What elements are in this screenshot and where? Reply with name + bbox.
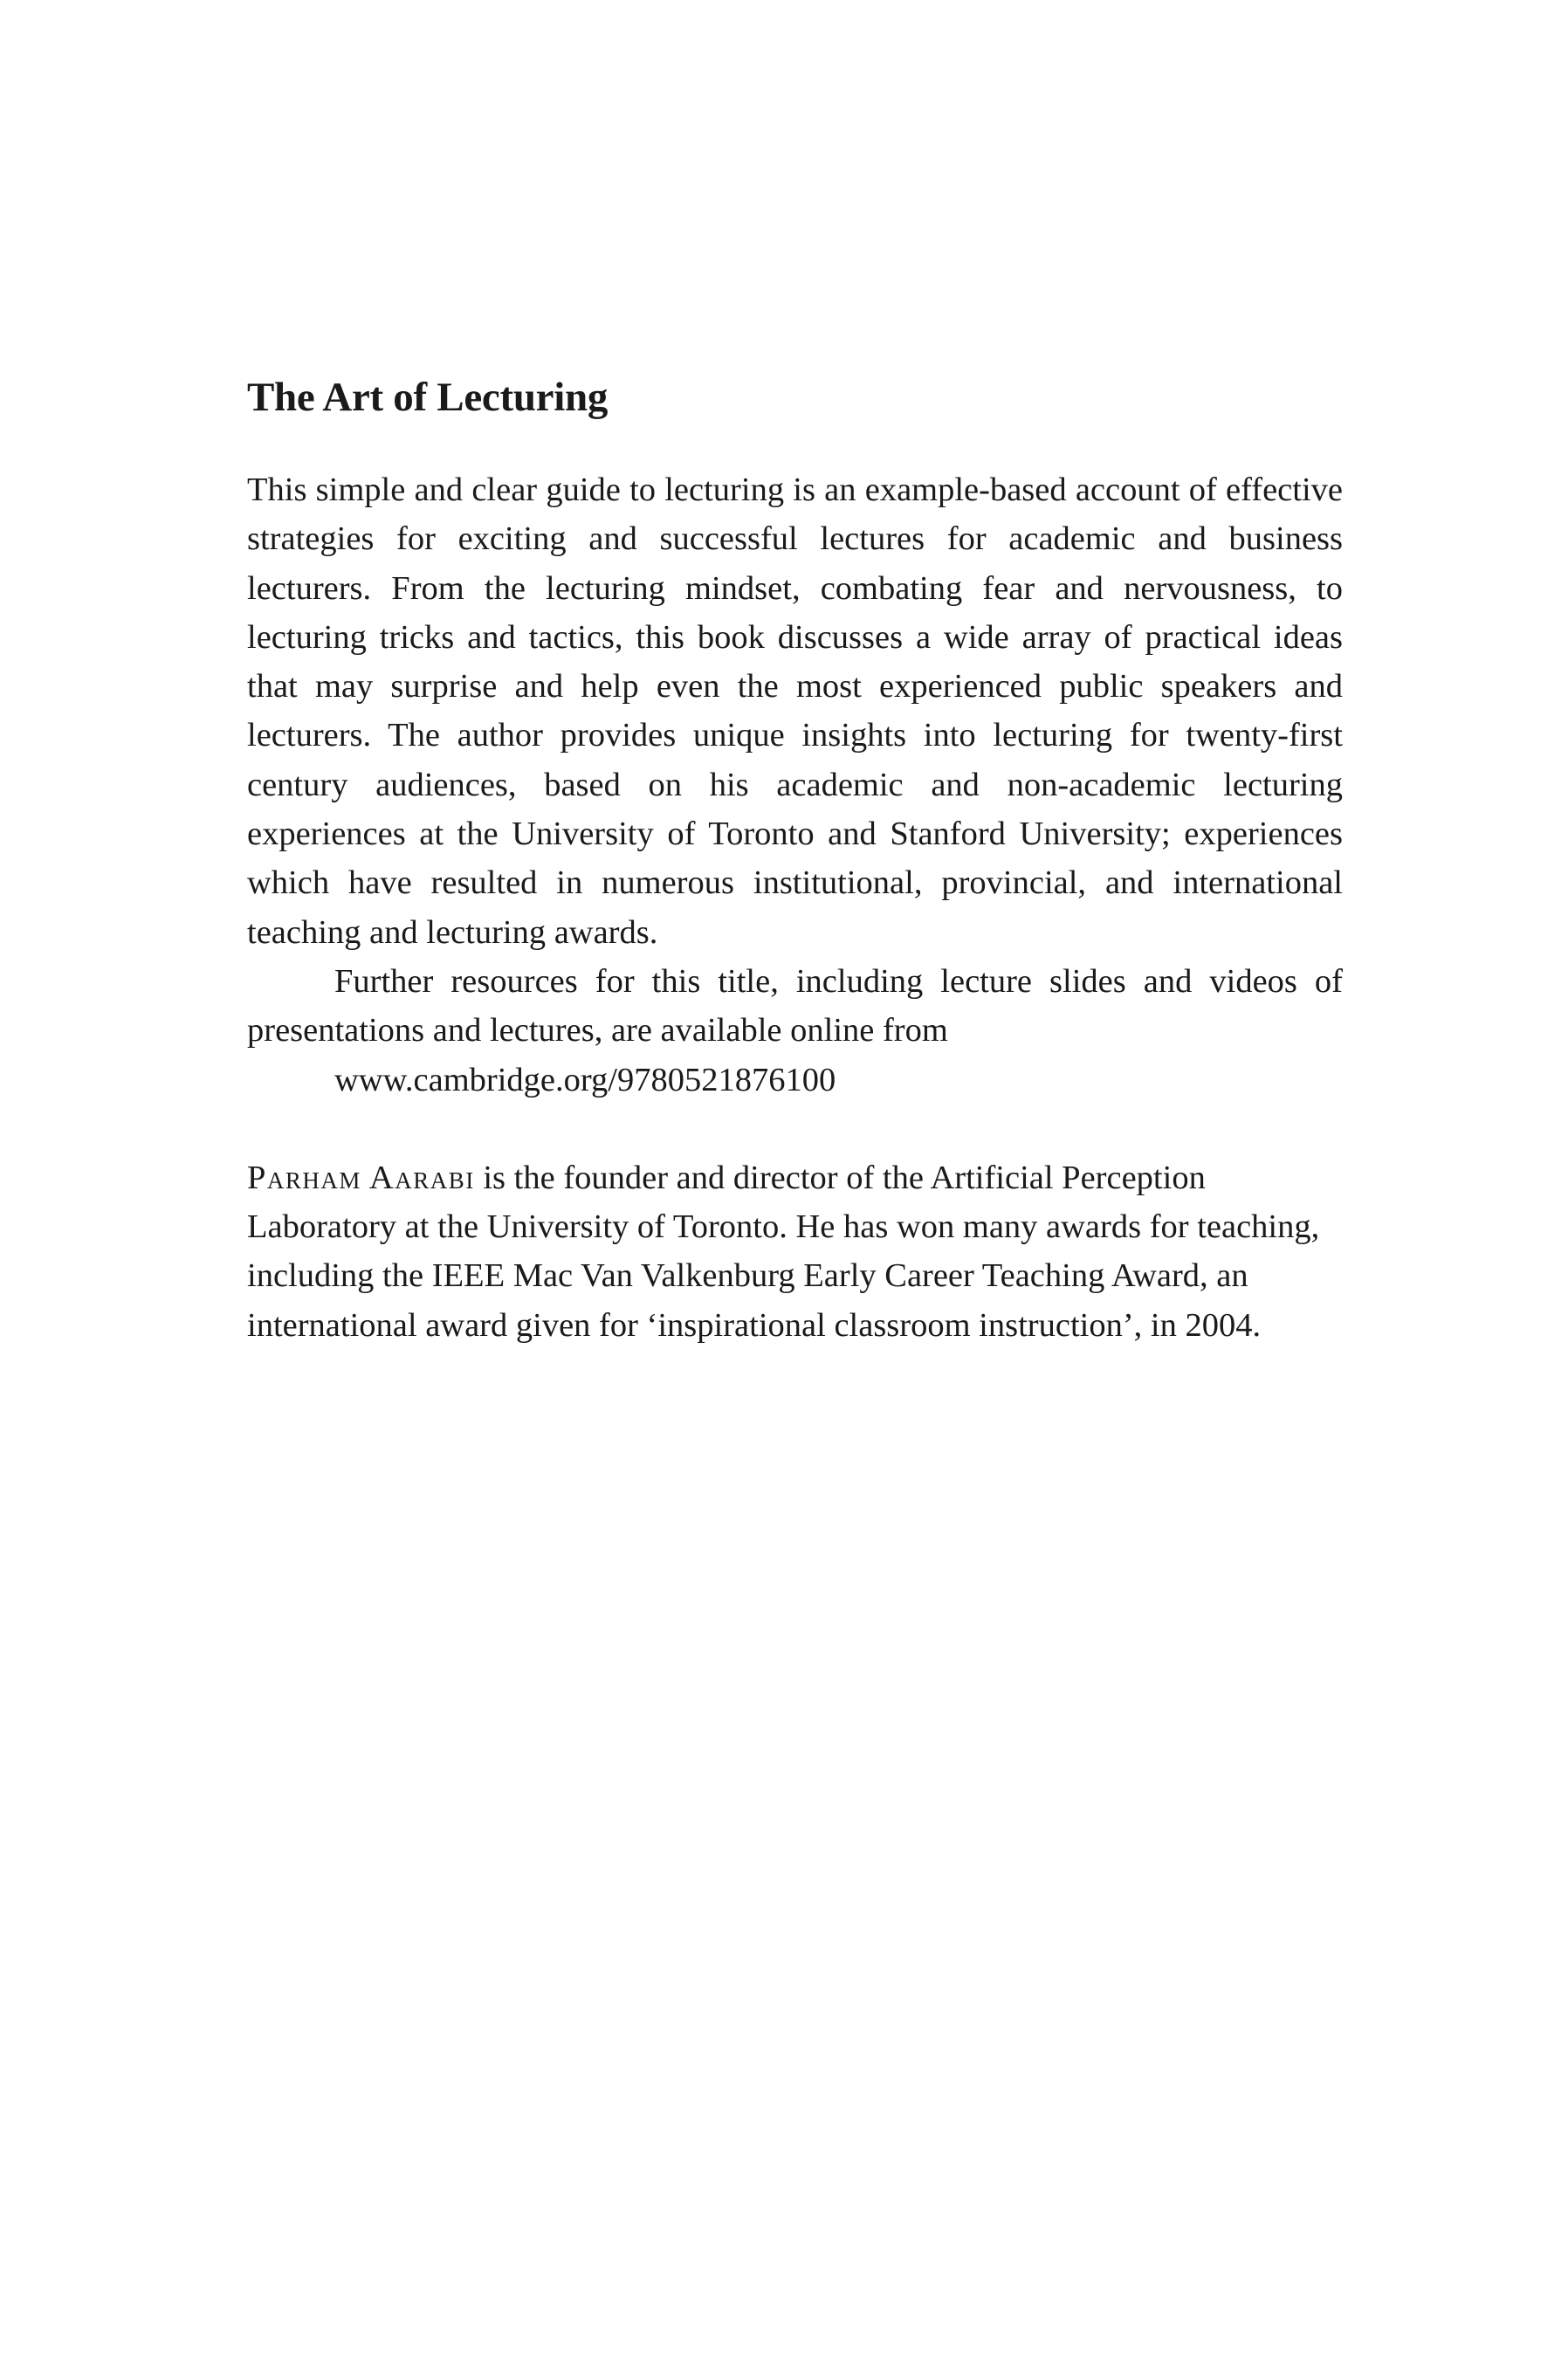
author-bio-text: is the founder and director of the Artificial Perception Laboratory at the University of Toronto. He has won many awards for teaching, including the IEEE Mac Van Valkenburg Early Career Teaching Award, an international award given for ‘inspirational classroom instruction’, in 2004.: [247, 1159, 1320, 1344]
page-content: [247, 371, 1343, 1350]
author-name: Parham Aarabi: [247, 1159, 475, 1196]
resource-url: www.cambridge.org/9780521876100: [334, 1061, 836, 1098]
author-bio-paragraph: [247, 1153, 1343, 1350]
book-title: The Art of Lecturing: [247, 375, 609, 420]
author-bio: [247, 1153, 1343, 1350]
description-paragraph: This simple and clear guide to lecturing is an example-based account of effective strategies for exciting and successful lectures for academic and business lecturers. From the lecturing mindset, combating fear and nervousness, to lecturing tricks and tactics, this book discusses a wide array of practical ideas that may surprise and help even the most experienced public speakers and lecturers. The author provides unique insights into lecturing for twenty-first century audiences, based on his academic and non-academic lecturing experiences at the University of Toronto and Stanford University; experiences which have resulted in numerous institutional, provincial, and international teaching and lecturing awards.: [247, 471, 1343, 951]
resources-text: Further resources for this title, including lecture slides and videos of presentations and lectures, are available online from: [247, 962, 1343, 1050]
resources-paragraph: [247, 957, 1343, 1105]
book-description: [247, 465, 1343, 1105]
